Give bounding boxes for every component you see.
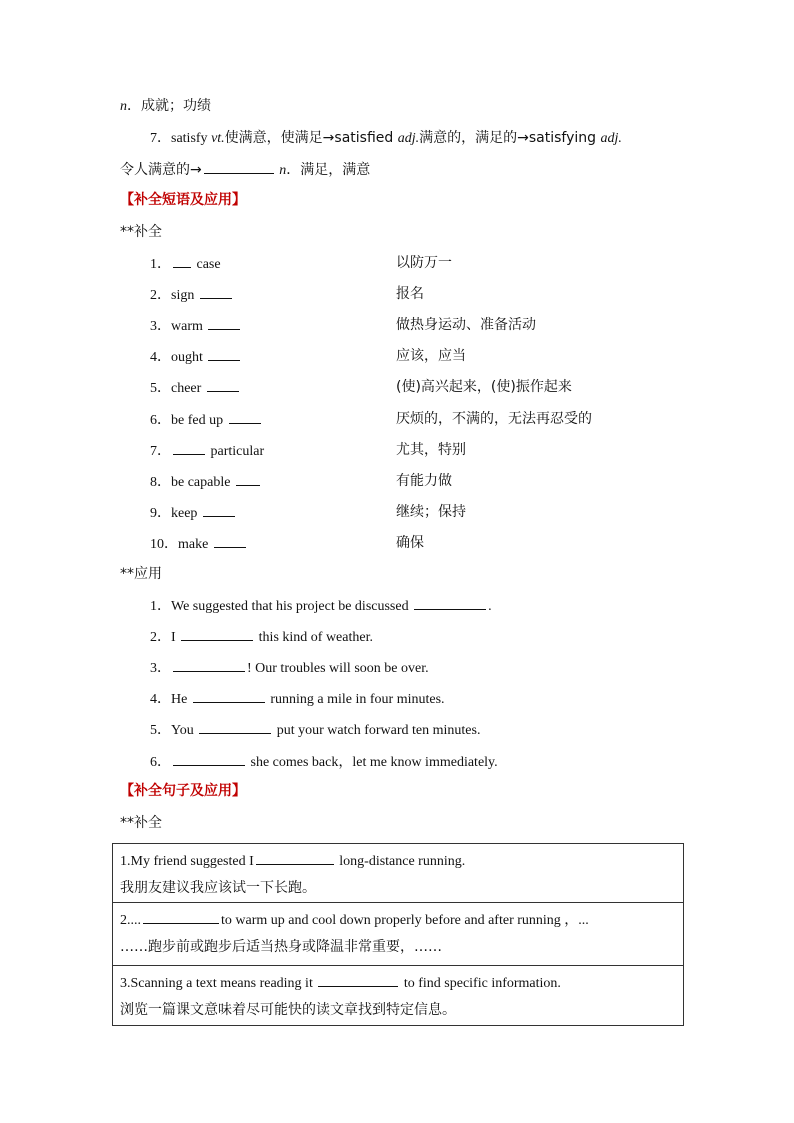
- application-number: 4．: [150, 692, 171, 708]
- vocab-item-7-mid: 使满意，使满足→satisfied: [224, 130, 398, 146]
- phrase-prefix: be fed up: [171, 412, 227, 428]
- application-number: 2．: [150, 630, 171, 646]
- sentence-row-1-en: [120, 850, 465, 870]
- phrase-item: [150, 440, 264, 462]
- phrase-item: [150, 471, 262, 493]
- answer-blank[interactable]: [229, 409, 261, 424]
- answer-blank[interactable]: [181, 626, 253, 641]
- answer-blank[interactable]: [200, 284, 232, 299]
- answer-blank[interactable]: [207, 377, 239, 392]
- application-item: [150, 751, 498, 773]
- application-item: [150, 657, 429, 679]
- answer-blank[interactable]: [256, 850, 334, 865]
- phrase-meaning: 确保: [396, 534, 424, 551]
- phrase-item: [150, 377, 241, 399]
- sentence-row-1-en-post: long-distance running.: [335, 854, 466, 869]
- answer-blank[interactable]: [143, 909, 219, 924]
- phrase-number: 10．: [150, 536, 178, 552]
- pos-adj-1: adj.: [397, 131, 420, 146]
- phrase-meaning: (使)高兴起来，(使)振作起来: [396, 379, 572, 396]
- sentence-row-3-cn: 浏览一篇课文意味着尽可能快的读文章找到特定信息。: [120, 1002, 456, 1018]
- phrase-suffix: case: [193, 257, 221, 272]
- phrase-prefix: ought: [171, 350, 207, 366]
- application-prefix: We suggested that his project be discussed: [171, 599, 413, 614]
- sentence-table: [112, 843, 684, 1026]
- application-number: 6．: [150, 754, 171, 770]
- phrase-meaning: 做热身运动、准备活动: [396, 317, 536, 334]
- answer-blank[interactable]: [214, 533, 246, 548]
- sentence-row-2-en-pre: 2....: [120, 913, 141, 928]
- application-suffix: she comes back，let me know immediately.: [247, 754, 498, 770]
- intro-line-3-b: ．满足，满意: [286, 162, 371, 178]
- application-suffix: running a mile in four minutes.: [266, 692, 445, 708]
- phrase-prefix: make: [178, 536, 212, 552]
- subheading-apply: **应用: [120, 566, 162, 582]
- application-suffix: .: [488, 599, 492, 614]
- application-suffix: this kind of weather.: [255, 630, 373, 646]
- application-item: [150, 688, 445, 710]
- phrase-item: [150, 502, 237, 524]
- phrase-meaning: 报名: [396, 286, 424, 303]
- phrase-number: 3．: [150, 319, 171, 335]
- phrase-meaning: 应该，应当: [396, 348, 466, 365]
- phrase-item: [150, 284, 234, 306]
- application-item: [150, 595, 492, 617]
- sentence-row-3-en-post: to find specific information.: [400, 976, 561, 991]
- phrase-item: [150, 346, 242, 368]
- phrase-prefix: sign: [171, 288, 198, 304]
- sentence-row-1: [113, 844, 683, 903]
- phrase-prefix: cheer: [171, 381, 205, 397]
- phrase-number: 4．: [150, 350, 171, 366]
- answer-blank[interactable]: [199, 719, 271, 734]
- intro-line-1-text: ．成就；功绩: [127, 98, 211, 114]
- answer-blank[interactable]: [318, 972, 398, 987]
- vocab-item-7-mid2: 满意的，满足的→satisfying: [419, 130, 601, 146]
- phrase-number: 8．: [150, 474, 171, 490]
- phrase-number: 1．: [150, 257, 171, 272]
- application-prefix: He: [171, 692, 191, 708]
- phrase-item: [150, 533, 248, 555]
- answer-blank[interactable]: [208, 346, 240, 361]
- application-prefix: You: [171, 723, 198, 739]
- phrase-meaning: 厌烦的，不满的，无法再忍受的: [396, 410, 592, 427]
- answer-blank[interactable]: [173, 657, 245, 672]
- phrase-meaning: 以防万一: [396, 255, 452, 271]
- phrase-suffix: particular: [207, 443, 265, 459]
- phrase-item: [150, 315, 242, 337]
- phrase-number: 6．: [150, 412, 171, 428]
- pos-noun: n: [120, 99, 127, 114]
- answer-blank[interactable]: [208, 315, 240, 330]
- sentence-row-3: [113, 966, 683, 1025]
- pos-adj-2: adj.: [600, 131, 622, 146]
- section-heading-phrases: 【补全短语及应用】: [120, 192, 246, 208]
- answer-blank[interactable]: [236, 471, 260, 486]
- phrase-prefix: be capable: [171, 474, 234, 490]
- answer-blank[interactable]: [173, 751, 245, 766]
- application-suffix: put your watch forward ten minutes.: [273, 723, 481, 739]
- phrase-prefix: keep: [171, 505, 201, 521]
- answer-blank[interactable]: [173, 253, 191, 268]
- vocab-item-7: [150, 128, 622, 149]
- phrase-meaning: 继续；保持: [396, 503, 466, 520]
- phrase-item: [150, 409, 263, 431]
- intro-line-1: [120, 96, 211, 117]
- sentence-row-3-en: [120, 972, 561, 992]
- intro-line-3: [120, 159, 370, 181]
- sentence-row-3-en-pre: 3.Scanning a text means reading it: [120, 976, 317, 991]
- subheading-complete-2: **补全: [120, 815, 162, 831]
- phrase-number: 7．: [150, 443, 171, 459]
- subheading-complete: **补全: [120, 224, 162, 240]
- pos-noun-2: n: [279, 163, 287, 178]
- phrase-meaning: 尤其，特别: [396, 441, 466, 458]
- application-prefix: I: [171, 630, 180, 646]
- application-number: 1．: [150, 599, 171, 614]
- vocab-item-7-prefix: 7．satisfy: [150, 131, 212, 146]
- application-suffix: ! Our troubles will soon be over.: [247, 661, 429, 677]
- phrase-number: 9．: [150, 505, 171, 521]
- phrase-number: 5．: [150, 381, 171, 397]
- sentence-row-1-cn: 我朋友建议我应该试一下长跑。: [120, 880, 316, 896]
- sentence-row-2: [113, 903, 683, 966]
- answer-blank[interactable]: [193, 688, 265, 703]
- answer-blank[interactable]: [204, 159, 274, 174]
- sentence-row-2-en: [120, 909, 589, 929]
- answer-blank[interactable]: [173, 440, 205, 455]
- application-number: 5．: [150, 723, 171, 739]
- intro-line-3-a: 令人满意的→: [120, 162, 202, 178]
- sentence-row-2-en-post: to warm up and cool down properly before and after running ，...: [221, 913, 589, 928]
- phrase-number: 2．: [150, 288, 171, 304]
- sentence-row-2-cn: ……跑步前或跑步后适当热身或降温非常重要，……: [120, 939, 442, 955]
- answer-blank[interactable]: [203, 502, 235, 517]
- application-item: [150, 626, 373, 648]
- section-heading-sentences: 【补全句子及应用】: [120, 783, 246, 799]
- phrase-item: [150, 253, 221, 275]
- sentence-row-1-en-pre: 1.My friend suggested I: [120, 854, 254, 869]
- application-number: 3．: [150, 661, 171, 677]
- phrase-meaning: 有能力做: [396, 472, 452, 489]
- phrase-prefix: warm: [171, 319, 207, 335]
- pos-vt: vt.: [211, 131, 225, 146]
- answer-blank[interactable]: [414, 595, 486, 610]
- application-item: [150, 719, 480, 741]
